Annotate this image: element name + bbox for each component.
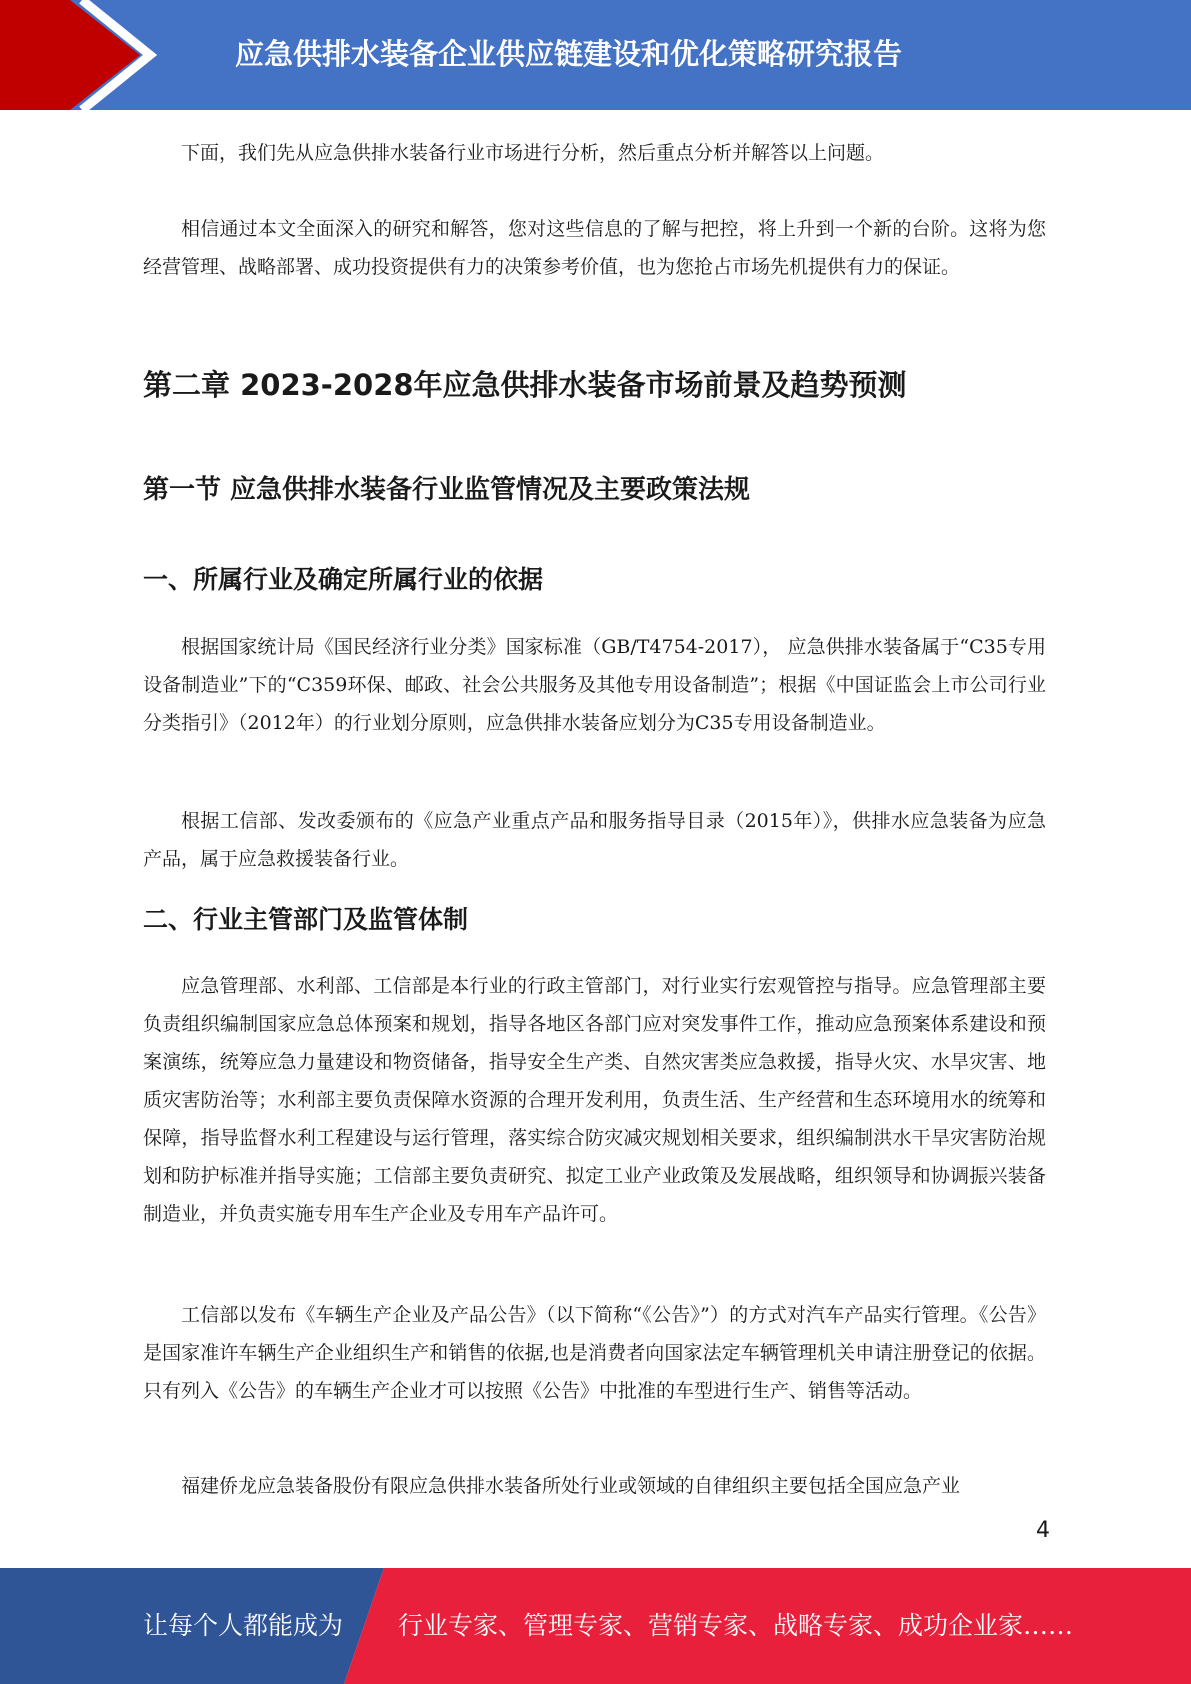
subsection-2-paragraph-3: 福建侨龙应急装备股份有限应急供排水装备所处行业或领域的自律组织主要包括全国应急产业	[181, 1475, 961, 1497]
subsection-1-paragraph-2: 根据工信部、发改委颁布的《应急产业重点产品和服务指导目录（2015年）》，供排水应急装备为应急产品，属于应急救援装备行业。	[143, 810, 1046, 870]
intro-paragraph-1: 下面，我们先从应急供排水装备行业市场进行分析，然后重点分析并解答以上问题。	[181, 142, 885, 164]
subsection-2-title: 二、行业主管部门及监管体制	[143, 905, 469, 934]
subsection-1-paragraph-1: 根据国家统计局《国民经济行业分类》国家标准（GB/T4754-2017）， 应急供排水装备属于“C35专用设备制造业”下的“C359环保、邮政、社会公共服务及其他专用设备制造”；根据《中国证监会上市公司行业分类指引》（2012年）的行业划分原则，应急供排水装备应划分为C35专用设备制造业。	[143, 636, 1046, 734]
section-title: 第一节 应急供排水装备行业监管情况及主要政策法规	[143, 475, 751, 505]
footer-slogan-left: 让每个人都能成为	[143, 1611, 344, 1640]
report-title: 应急供排水装备企业供应链建设和优化策略研究报告	[235, 37, 903, 71]
page-footer	[0, 1568, 1191, 1684]
subsection-2-paragraph-1: 应急管理部、水利部、工信部是本行业的行政主管部门，对行业实行宏观管控与指导。应急管理部主要负责组织编制国家应急总体预案和规划，指导各地区各部门应对突发事件工作，推动应急预案体系建设和预案演练，统筹应急力量建设和物资储备，指导安全生产类、自然灾害类应急救援，指导火灾、水旱灾害、地质灾害防治等；水利部主要负责保障水资源的合理开发利用，负责生活、生产经营和生态环境用水的统筹和保障，指导监督水利工程建设与运行管理，落实综合防灾减灾规划相关要求，组织编制洪水干旱灾害防治规划和防护标准并指导实施；工信部主要负责研究、拟定工业产业政策及发展战略，组织领导和协调振兴装备制造业，并负责实施专用车生产企业及专用车产品许可。	[143, 975, 1046, 1225]
page-number: 4	[1036, 1518, 1050, 1543]
chapter-title: 第二章 2023-2028年应急供排水装备市场前景及趋势预测	[143, 368, 907, 402]
intro-paragraph-2: 相信通过本文全面深入的研究和解答，您对这些信息的了解与把控，将上升到一个新的台阶。这将为您经营管理、战略部署、成功投资提供有力的决策参考价值，也为您抢占市场先机提供有力的保证。	[143, 218, 1046, 278]
page-header	[0, 0, 1191, 110]
subsection-2-paragraph-2: 工信部以发布《车辆生产企业及产品公告》（以下简称“《公告》”）的方式对汽车产品实行管理。《公告》是国家准许车辆生产企业组织生产和销售的依据,也是消费者向国家法定车辆管理机关申请注册登记的依据。只有列入《公告》的车辆生产企业才可以按照《公告》中批准的车型进行生产、销售等活动。	[143, 1304, 1046, 1402]
header-red-arrow	[0, 0, 140, 110]
subsection-1-title: 一、所属行业及确定所属行业的依据	[143, 565, 544, 594]
footer-slogan-right: 行业专家、管理专家、营销专家、战略专家、成功企业家……	[398, 1611, 1074, 1640]
